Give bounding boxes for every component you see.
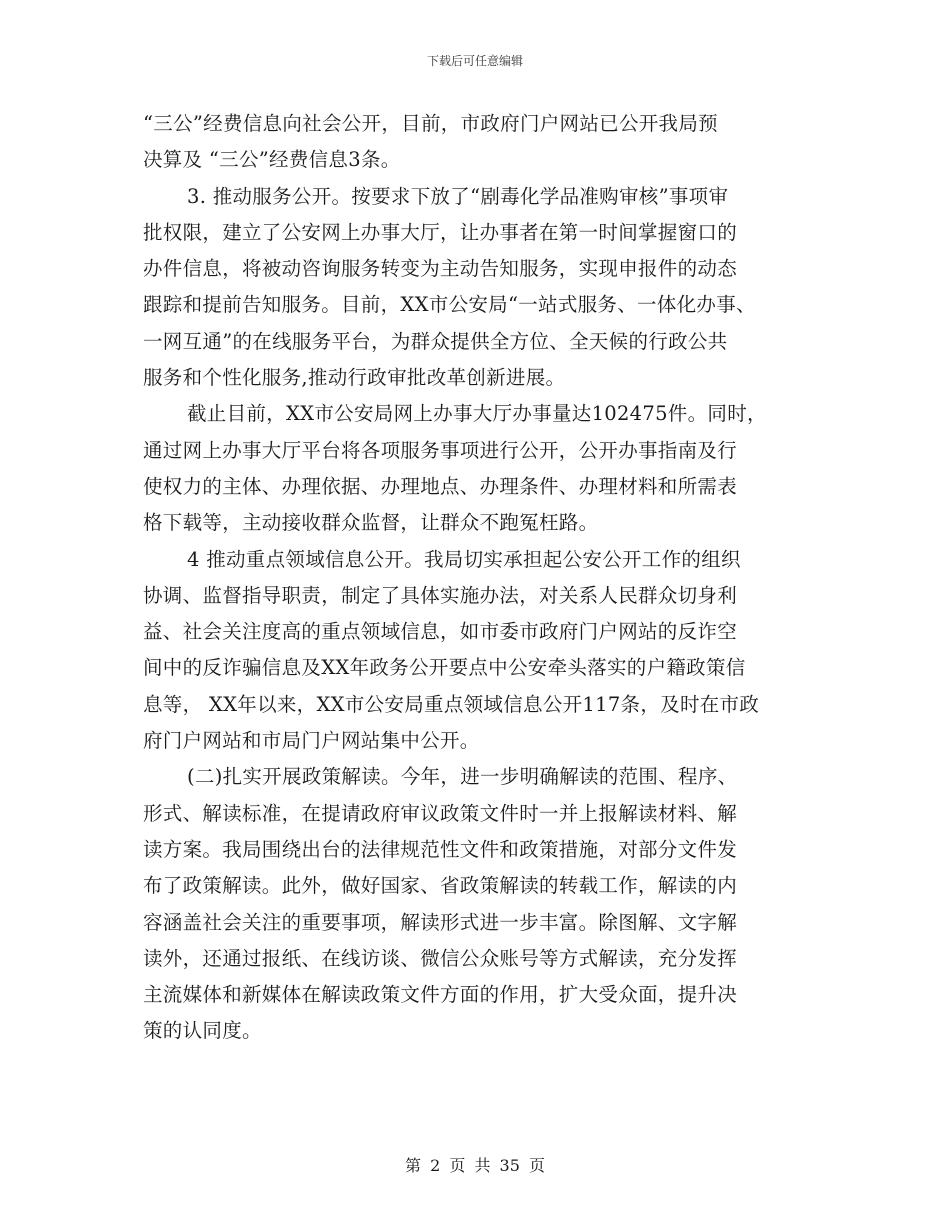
- text-line: 使权力的主体、办理依据、办理地点、办理条件、办理材料和所需表: [143, 474, 738, 498]
- text-line: 4 推动重点领域信息公开。我局切实承担起公安公开工作的组织: [187, 547, 741, 571]
- text-line: 批权限，建立了公安网上办事大厅，让办事者在第一时间掌握窗口的: [143, 220, 738, 244]
- page-header: 下载后可任意编辑: [426, 54, 523, 68]
- text-line: 读外，还通过报纸、在线访谈、微信公众账号等方式解读，充分发挥: [143, 946, 738, 970]
- text-line: 读方案。我局围绕出台的法律规范性文件和政策措施，对部分文件发: [143, 837, 738, 861]
- text-line: 一网互通”的在线服务平台，为群众提供全方位、全天候的行政公共: [143, 329, 728, 353]
- text-line: 格下载等，主动接收群众监督，让群众不跑冤枉路。: [143, 511, 599, 535]
- text-line: 主流媒体和新媒体在解读政策文件方面的作用，扩大受众面，提升决: [143, 983, 738, 1007]
- text-line: 服务和个性化服务,推动行政审批改革创新进展。: [143, 366, 566, 390]
- paragraph-policy-interpretation: [143, 759, 807, 1049]
- text-line: 布了政策解读。此外，做好国家、省政策解读的转载工作，解读的内: [143, 874, 738, 898]
- paragraph-sangong-continuation: [143, 106, 807, 179]
- text-line: 协调、监督指导职责，制定了具体实施办法，对关系人民群众切身利: [143, 583, 738, 607]
- paragraph-service-disclosure: [143, 179, 807, 397]
- text-line: 3. 推动服务公开。按要求下放了“剧毒化学品准购审核”事项审: [187, 184, 729, 208]
- text-line: (二)扎实开展政策解读。今年，进一步明确解读的范围、程序、: [187, 765, 738, 789]
- text-line: 息等， XX年以来，XX市公安局重点领域信息公开117条，及时在市政: [143, 692, 760, 716]
- text-line: 办件信息，将被动咨询服务转变为主动告知服务，实现申报件的动态: [143, 257, 738, 281]
- text-line: 府门户网站和市局门户网站集中公开。: [143, 729, 480, 753]
- text-line: “三公”经费信息向社会公开，目前，市政府门户网站已公开我局预: [143, 112, 718, 135]
- document-body: [143, 106, 807, 1050]
- text-line: 策的认同度。: [143, 1019, 262, 1043]
- text-line: 通过网上办事大厅平台将各项服务事项进行公开，公开办事指南及行: [143, 438, 738, 462]
- text-line: 间中的反诈骗信息及XX年政务公开要点中公安牵头落实的户籍政策信: [143, 656, 746, 680]
- page-number-footer: 第 2 页 共 35 页: [405, 1156, 545, 1175]
- text-line: 益、社会关注度高的重点领域信息，如市委市政府门户网站的反诈空: [143, 620, 738, 644]
- text-line: 容涵盖社会关注的重要事项，解读形式进一步丰富。除图解、文字解: [143, 910, 738, 934]
- text-line: 形式、解读标准，在提请政府审议政策文件时一并上报解读材料、解: [143, 801, 738, 825]
- paragraph-online-hall-stats: [143, 396, 807, 541]
- text-line: 截止目前，XX市公安局网上办事大厅办事量达102475件。同时，: [187, 402, 767, 426]
- text-line: 跟踪和提前告知服务。目前，XX市公安局“一站式服务、一体化办事、: [143, 293, 756, 317]
- text-line: 决算及 “三公”经费信息3条。: [143, 148, 401, 172]
- paragraph-key-areas-disclosure: [143, 542, 807, 760]
